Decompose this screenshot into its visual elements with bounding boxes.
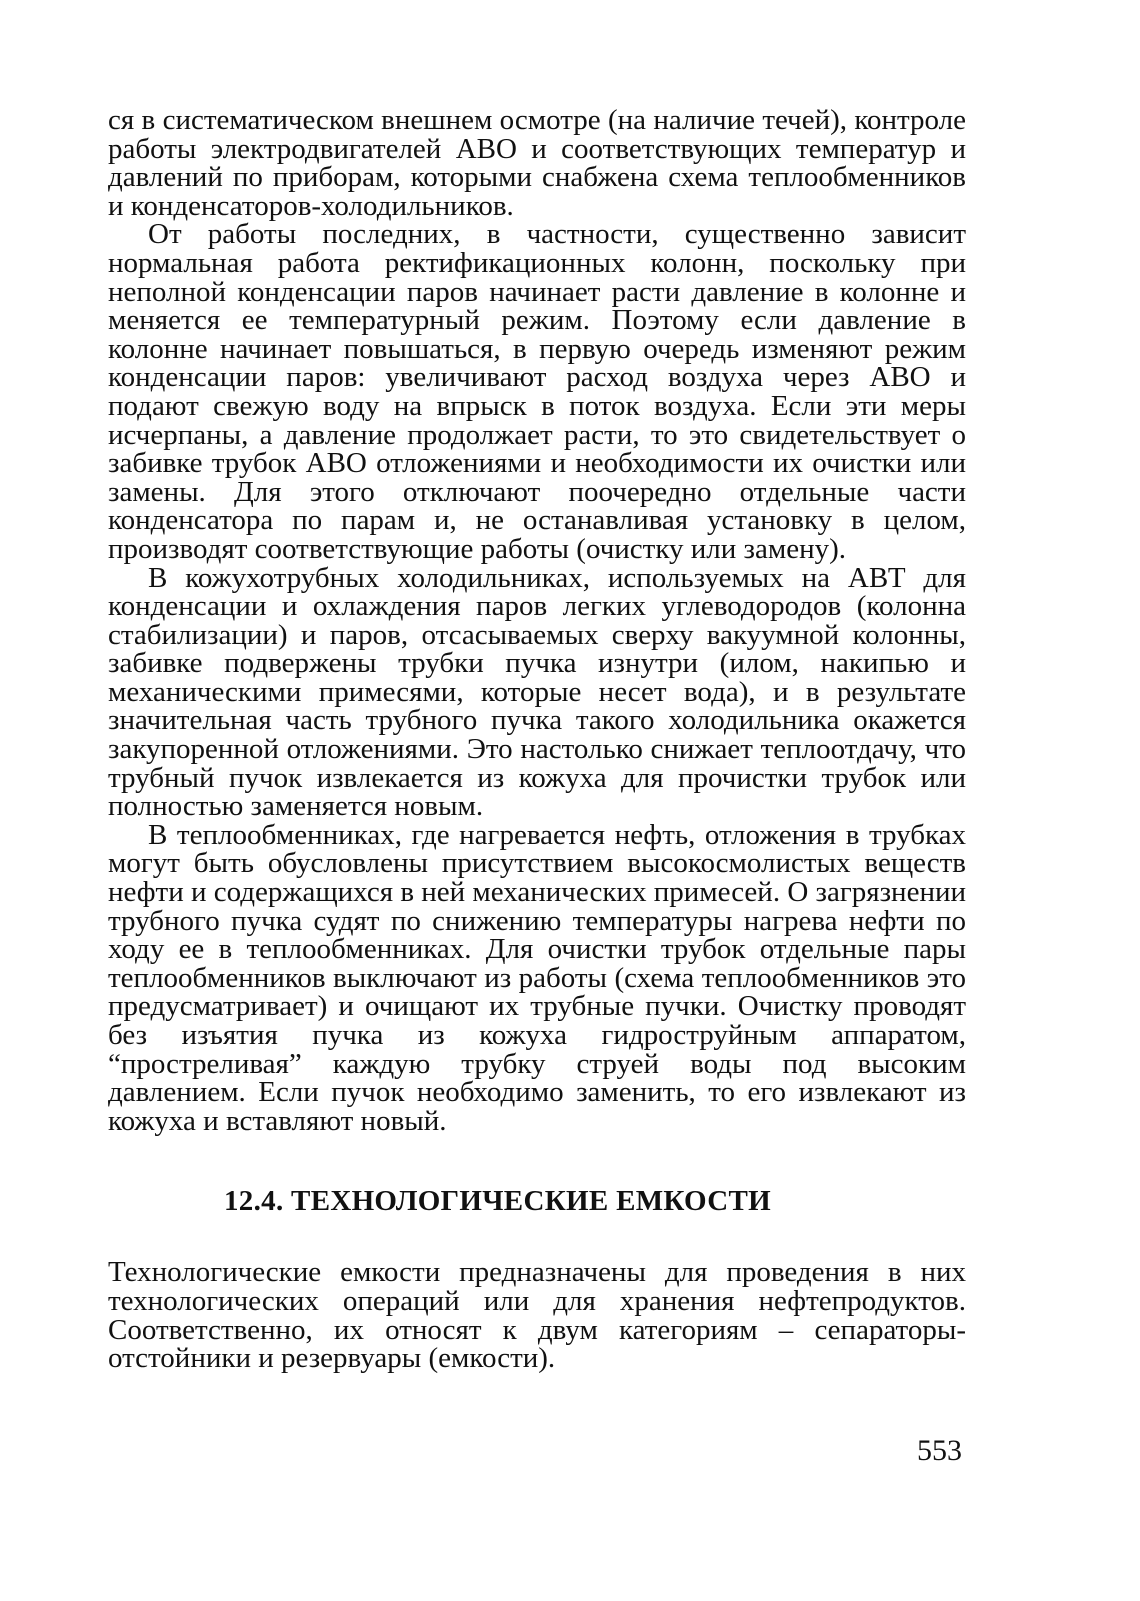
paragraph-process-vessels: Технологические емкости предназначены для проведения в них технологических операций или для хранения нефтепродуктов. Соответственно, их относят к двум категориям – сепараторы-отстойники и резервуары (емкости). (108, 1256, 966, 1375)
paragraph-continued: ся в систематическом внешнем осмотре (на наличие течей), контроле работы электродвигателей АВО и соответствующих температур и давлений по приборам, которыми снабжена схема теплообменников и конденсаторов-холодильников. (108, 104, 966, 222)
page-body (108, 106, 966, 1373)
page-number: 553 (917, 1434, 962, 1467)
section-heading: 12.4. ТЕХНОЛОГИЧЕСКИЕ ЕМКОСТИ (224, 1185, 771, 1218)
paragraph-heat-exchangers: В теплообменниках, где нагревается нефть, отложения в трубках могут быть обусловлены присутствием высокосмолистых веществ нефти и содержащихся в ней механических примесей. О загрязнении трубного пучка судят по снижению температуры нагрева нефти по ходу ее в теплообменниках. Для очистки трубок отдельные пары теплообменников выключают из работы (схема теплообменников это предусматривает) и очищают их трубные пучки. Очистку проводят без изъятия пучка из кожуха гидроструйным аппаратом, “простреливая” каждую трубку струей воды под высоким давлением. Если пучок необходимо заменить, то его извлекают из кожуха и вставляют новый. (108, 818, 966, 1137)
paragraph-shell-tube-coolers: В кожухотрубных холодильниках, используемых на АВТ для конденсации и охлаждения паров легких углеводородов (колонна стабилизации) и паров, отсасываемых сверху вакуумной колонны, забивке подвержены трубки пучка изнутри (илом, накипью и механическими примесями, которые несет вода), и в результате значительная часть трубного пучка такого холодильника окажется закупоренной отложениями. Это настолько снижает теплоотдачу, что трубный пучок извлекается из кожуха для прочистки трубок или полностью заменяется новым. (108, 561, 966, 823)
paragraph-condenser-operation: От работы последних, в частности, существенно зависит нормальная работа ректификационных колонн, поскольку при неполной конденсации паров начинает расти давление в колонне и меняется ее температурный режим. Поэтому если давление в колонне начинает повышаться, в первую очередь изменяют режим конденсации паров: увеличивают расход воздуха через АВО и подают свежую воду на впрыск в поток воздуха. Если эти меры исчерпаны, а давление продолжает расти, то это свидетельствует о забивке трубок АВО отложениями и необходимости их очистки или замены. Для этого отключают поочередно отдельные части конденсатора по парам и, не останавливая установку в целом, производят соответствующие работы (очистку или замену). (108, 218, 966, 565)
